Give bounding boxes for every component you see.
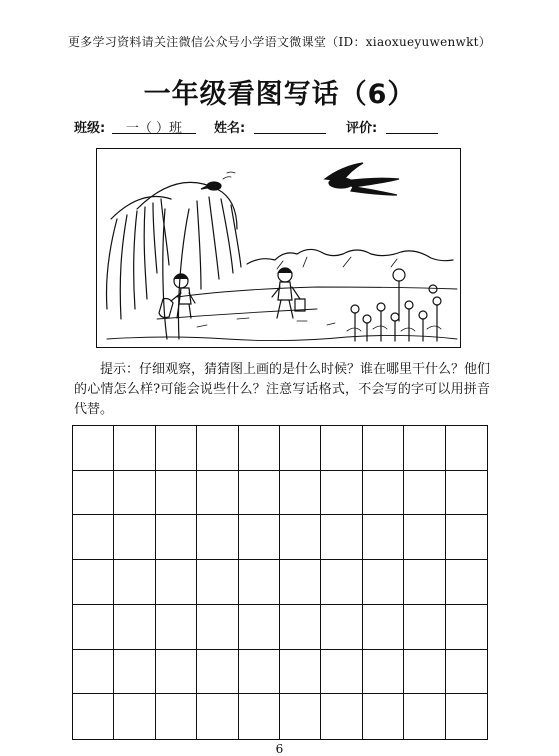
grid-cell[interactable]	[239, 605, 280, 650]
grid-cell[interactable]	[114, 471, 155, 516]
class-label: 班级:	[74, 121, 106, 136]
grid-cell[interactable]	[446, 426, 487, 471]
grid-cell[interactable]	[156, 426, 197, 471]
grid-cell[interactable]	[446, 605, 487, 650]
grid-cell[interactable]	[239, 694, 280, 739]
grid-cell[interactable]	[404, 471, 445, 516]
grid-cell[interactable]	[446, 694, 487, 739]
info-row	[74, 117, 494, 137]
grid-cell[interactable]	[363, 650, 404, 695]
header-note: 更多学习资料请关注微信公众号小学语文微课堂（ID：xiaoxueyuwenwkt）	[67, 35, 492, 49]
grid-cell[interactable]	[280, 560, 321, 605]
grid-cell[interactable]	[321, 515, 362, 560]
prompt-text: 提示：仔细观察，猜猜图上画的是什么时候？谁在哪里干什么？他们的心情怎么样?可能会说些什么？注意写话格式，不会写的字可以用拼音代替。	[74, 362, 491, 417]
name-label: 姓名:	[214, 121, 246, 136]
grid-cell[interactable]	[114, 426, 155, 471]
grid-cell[interactable]	[239, 426, 280, 471]
grid-cell[interactable]	[73, 515, 114, 560]
grid-cell[interactable]	[280, 426, 321, 471]
grid-cell[interactable]	[404, 515, 445, 560]
grid-cell[interactable]	[197, 560, 238, 605]
grid-cell[interactable]	[446, 471, 487, 516]
flowers-icon	[347, 269, 441, 341]
grid-cell[interactable]	[197, 694, 238, 739]
grid-cell[interactable]	[280, 515, 321, 560]
grid-cell[interactable]	[156, 694, 197, 739]
grid-cell[interactable]	[280, 471, 321, 516]
grid-cell[interactable]	[363, 471, 404, 516]
grid-cell[interactable]	[73, 560, 114, 605]
grid-cell[interactable]	[156, 650, 197, 695]
grid-cell[interactable]	[114, 515, 155, 560]
grid-cell[interactable]	[321, 426, 362, 471]
writing-grid[interactable]	[72, 425, 488, 740]
grid-cell[interactable]	[197, 515, 238, 560]
grid-cell[interactable]	[280, 605, 321, 650]
grid-cell[interactable]	[114, 650, 155, 695]
page-number: 6	[275, 742, 284, 756]
grid-cell[interactable]	[321, 605, 362, 650]
grid-cell[interactable]	[156, 605, 197, 650]
grid-cell[interactable]	[239, 650, 280, 695]
grid-cell[interactable]	[197, 426, 238, 471]
grid-cell[interactable]	[73, 426, 114, 471]
swallow-icon	[325, 163, 399, 195]
grid-cell[interactable]	[321, 471, 362, 516]
grid-cell[interactable]	[404, 426, 445, 471]
grid-cell[interactable]	[114, 560, 155, 605]
grid-cell[interactable]	[73, 650, 114, 695]
grid-cell[interactable]	[239, 560, 280, 605]
grid-cell[interactable]	[446, 515, 487, 560]
grid-cell[interactable]	[156, 471, 197, 516]
grid-cell[interactable]	[156, 560, 197, 605]
grid-cell[interactable]	[404, 694, 445, 739]
grid-cell[interactable]	[363, 515, 404, 560]
grid-cell[interactable]	[114, 605, 155, 650]
grid-cell[interactable]	[73, 605, 114, 650]
rating-label: 评价:	[346, 121, 378, 136]
grid-cell[interactable]	[197, 605, 238, 650]
page-title: 一年级看图写话（6）	[143, 79, 416, 110]
grid-cell[interactable]	[404, 560, 445, 605]
rating-field[interactable]	[386, 117, 438, 134]
grid-cell[interactable]	[156, 515, 197, 560]
scene-illustration	[96, 148, 461, 348]
grid-cell[interactable]	[363, 560, 404, 605]
grid-cell[interactable]	[114, 694, 155, 739]
grid-cell[interactable]	[73, 471, 114, 516]
grid-cell[interactable]	[321, 650, 362, 695]
grid-cell[interactable]	[321, 694, 362, 739]
willow-tree-icon	[106, 182, 241, 339]
grid-cell[interactable]	[446, 650, 487, 695]
grid-cell[interactable]	[321, 560, 362, 605]
grid-cell[interactable]	[280, 694, 321, 739]
grid-cell[interactable]	[404, 650, 445, 695]
grid-cell[interactable]	[363, 694, 404, 739]
grid-cell[interactable]	[363, 605, 404, 650]
grid-cell[interactable]	[197, 650, 238, 695]
grid-cell[interactable]	[404, 605, 445, 650]
name-field[interactable]	[254, 117, 326, 134]
grid-cell[interactable]	[239, 471, 280, 516]
grid-cell[interactable]	[363, 426, 404, 471]
grid-cell[interactable]	[239, 515, 280, 560]
grid-cell[interactable]	[197, 471, 238, 516]
grid-cell[interactable]	[280, 650, 321, 695]
class-field[interactable]: 一（ ）班	[112, 117, 196, 134]
grid-cell[interactable]	[73, 694, 114, 739]
grid-cell[interactable]	[446, 560, 487, 605]
